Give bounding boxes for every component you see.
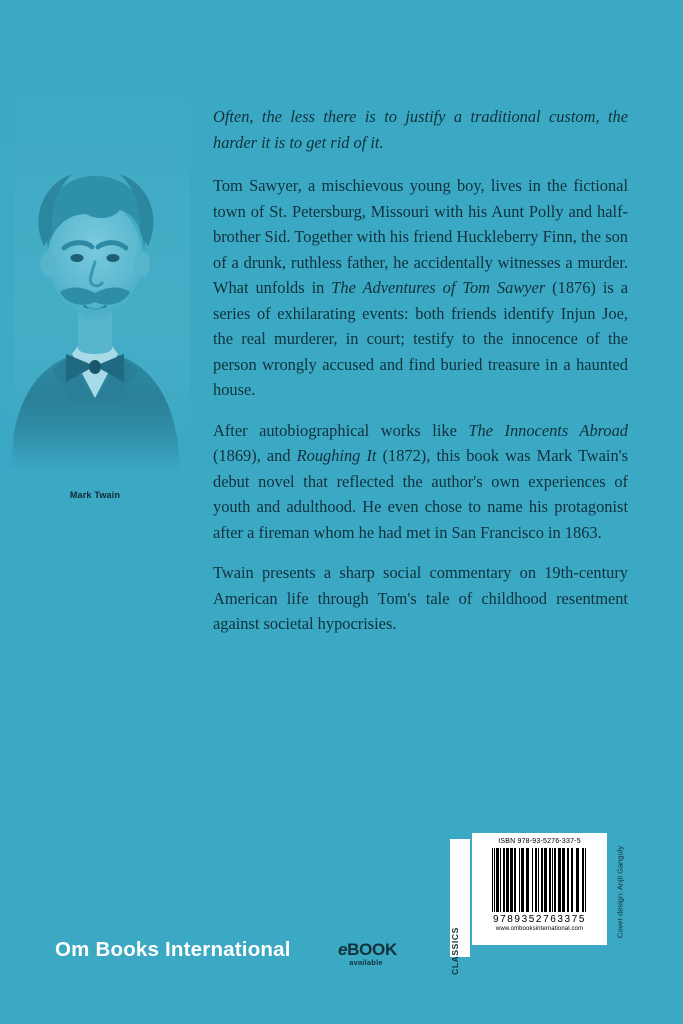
blurb-paragraphs — [213, 173, 628, 637]
publisher-url: www.ombooksinternational.com — [495, 926, 584, 932]
book-title-italic: The Adventures of Tom Sawyer — [331, 278, 546, 297]
barcode-bars — [478, 848, 601, 912]
barcode-number: 9789352763375 — [492, 914, 587, 925]
author-portrait-block — [0, 98, 190, 500]
category-label-strip — [450, 839, 470, 975]
blurb-paragraph — [213, 173, 628, 403]
ebook-badge-book: BOOK — [347, 940, 397, 959]
book-title-italic: Roughing It — [296, 446, 377, 465]
barcode-area — [450, 833, 635, 975]
cover-design-credit — [613, 833, 627, 951]
author-caption: Mark Twain — [69, 490, 121, 500]
publisher-logo — [55, 938, 291, 962]
blurb-paragraph — [213, 418, 628, 546]
isbn-barcode — [472, 833, 607, 945]
portrait-illustration — [0, 98, 190, 470]
blurb-text: (1869), and — [213, 446, 297, 465]
book-title-italic: The Innocents Abroad — [468, 420, 628, 440]
blurb-paragraph — [213, 560, 628, 637]
isbn-text: ISBN 978-93-5276-337-5 — [498, 838, 581, 845]
blurb-text: Tom Sawyer, a mischievous young boy, lives in the fictional town of St. Petersburg, Missouri with his Aunt Polly and half-brother Sid. Together with his friend Huckleberry Finn, the son of a drunk, ruthless father, he accidentally witnesses a murder. What unfolds in — [213, 176, 628, 297]
back-cover-blurb — [213, 104, 628, 652]
ebook-badge-subtitle: available — [349, 958, 383, 967]
ebook-badge-title — [338, 940, 397, 959]
blurb-text: (1872), this book was Mark Twain's debut novel that reflected the author's own experiences of youth and adulthood. He even chose to name his protagonist after a fireman whom he had met in San Francisco in 1863. — [213, 446, 629, 542]
blurb-text: Twain presents a sharp social commentary on 19th-century American life through Tom's tale of childhood resentment against societal hypocrisies. — [213, 563, 628, 633]
epigraph-paragraph: Often, the less there is to justify a traditional custom, the harder it is to get rid of it. — [213, 107, 628, 152]
mark-twain-portrait — [0, 98, 190, 470]
blurb-text: (1876) is a series of exhilarating events: both friends identify Injun Joe, the real murderer, in court; testify to the innocence of the person wrongly accused and find buried treasure in a haunted house. — [213, 278, 628, 399]
ebook-available-badge — [338, 940, 397, 968]
publisher-name-first: Om — [55, 938, 90, 961]
publisher-name-rest: Books International — [95, 938, 291, 961]
blurb-text: After autobiographical works like — [213, 420, 469, 440]
cover-design-credit-text: Cover design: Anjli Ganguly — [615, 845, 625, 939]
category-label: CLASSICS — [450, 927, 460, 975]
ebook-badge-e: e — [338, 940, 348, 959]
